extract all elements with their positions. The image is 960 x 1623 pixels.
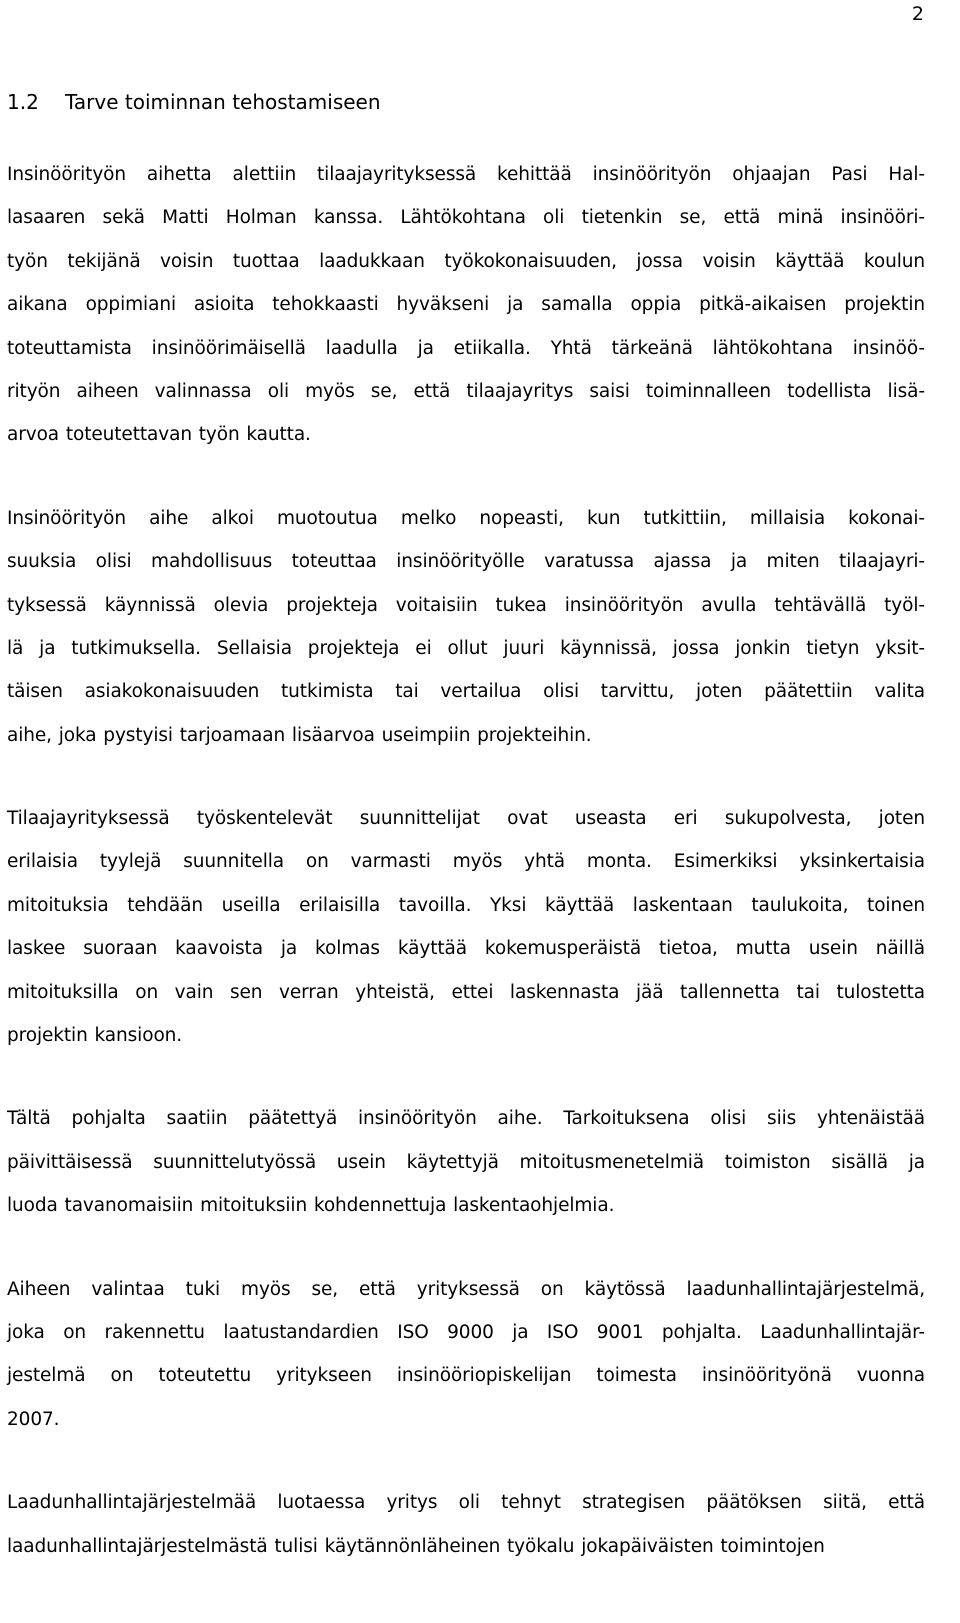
- text-line: laskee suoraan kaavoista ja kolmas käyttää kokemusperäistä tietoa, mutta usein näillä: [7, 938, 925, 960]
- text-line: Insinöörityön aihe alkoi muotoutua melko nopeasti, kun tutkittiin, millaisia kokonai-: [7, 507, 925, 529]
- text-line: Insinöörityön aihetta alettiin tilaajayrityksessä kehittää insinöörityön ohjaajan Pasi Hal-: [7, 164, 925, 185]
- text-line: mitoituksilla on vain sen verran yhteistä, ettei laskennasta jää tallennetta tai tulostetta: [7, 981, 925, 1003]
- text-line: projektin kansioon.: [7, 1025, 183, 1047]
- text-line: työn tekijänä voisin tuottaa laadukkaan työkokonaisuuden, jossa voisin käyttää koulun: [7, 250, 925, 272]
- text-line: Aiheen valintaa tuki myös se, että yrityksessä on käytössä laadunhallintajärjestelmä,: [7, 1278, 925, 1300]
- section-title: Tarve toiminnan tehostamiseen: [65, 90, 381, 114]
- text-line: arvoa toteutettavan työn kautta.: [7, 424, 311, 446]
- paragraph: [7, 1097, 925, 1227]
- section-number: 1.2: [7, 90, 39, 114]
- paragraph: [7, 1268, 925, 1442]
- section-heading: [7, 88, 381, 116]
- text-line: mitoituksia tehdään useilla erilaisilla tavoilla. Yksi käyttää laskentaan taulukoita, toinen: [7, 894, 925, 916]
- text-line: Laadunhallintajärjestelmää luotaessa yritys oli tehnyt strategisen päätöksen siitä, että: [7, 1492, 925, 1514]
- text-line: Tältä pohjalta saatiin päätettyä insinöörityön aihe. Tarkoituksena olisi siis yhtenäistää: [7, 1108, 925, 1130]
- text-line: päivittäisessä suunnittelutyössä usein käytettyjä mitoitusmenetelmiä toimiston sisällä ja: [7, 1151, 925, 1173]
- text-line: Tilaajayrityksessä työskentelevät suunnittelijat ovat useasta eri sukupolvesta, joten: [7, 808, 925, 830]
- text-line: täisen asiakokonaisuuden tutkimista tai vertailua olisi tarvittu, joten päätettiin valita: [7, 681, 925, 703]
- text-line: joka on rakennettu laatustandardien ISO 9000 ja ISO 9001 pohjalta. Laadunhallintajär-: [7, 1321, 925, 1343]
- body-text: [7, 153, 925, 1608]
- text-line: tyksessä käynnissä olevia projekteja voitaisiin tukea insinöörityön avulla tehtävällä työl-: [7, 594, 925, 616]
- text-line: luoda tavanomaisiin mitoituksiin kohdennettuja laskentaohjelmia.: [7, 1195, 615, 1217]
- paragraph: [7, 797, 925, 1057]
- text-line: 2007.: [7, 1408, 60, 1430]
- text-line: aihe, joka pystyisi tarjoamaan lisäarvoa useimpiin projekteihin.: [7, 724, 592, 746]
- text-line: erilaisia tyylejä suunnitella on varmasti myös yhtä monta. Esimerkiksi yksinkertaisia: [7, 851, 925, 873]
- text-line: lasaaren sekä Matti Holman kanssa. Lähtökohtana oli tietenkin se, että minä insinööri-: [7, 207, 925, 229]
- text-line: jestelmä on toteutettu yritykseen insinööriopiskelijan toimesta insinöörityönä vuonna: [7, 1365, 925, 1387]
- text-line: toteuttamista insinöörimäisellä laadulla ja etiikalla. Yhtä tärkeänä lähtökohtana insinöö-: [7, 337, 925, 359]
- paragraph: [7, 497, 925, 757]
- paragraph: [7, 1481, 925, 1568]
- text-line: lä ja tutkimuksella. Sellaisia projekteja ei ollut juuri käynnissä, jossa jonkin tietyn yksit-: [7, 637, 925, 659]
- paragraph: [7, 153, 925, 457]
- text-line: suuksia olisi mahdollisuus toteuttaa insinöörityölle varatussa ajassa ja miten tilaajayri-: [7, 551, 925, 573]
- page-number: 2: [911, 3, 924, 25]
- text-line: rityön aiheen valinnassa oli myös se, että tilaajayritys saisi toiminnalleen todellista lisä-: [7, 380, 925, 402]
- text-line: laadunhallintajärjestelmästä tulisi käytännönläheinen työkalu jokapäiväisten toimintojen: [7, 1535, 825, 1557]
- text-line: aikana oppimiani asioita tehokkaasti hyväkseni ja samalla oppia pitkä-aikaisen projektin: [7, 294, 925, 316]
